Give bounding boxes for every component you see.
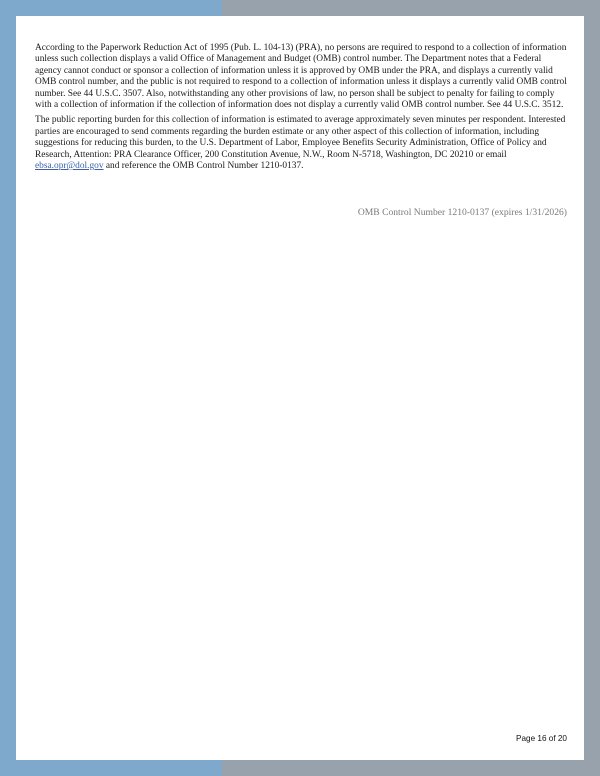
omb-control-number: OMB Control Number 1210-0137 (expires 1/31/2026)	[357, 207, 567, 218]
email-link[interactable]: ebsa.opr@dol.gov	[35, 161, 104, 172]
page-number: Page 16 of 20	[516, 734, 567, 743]
document-body	[35, 43, 570, 176]
document-page	[16, 16, 584, 760]
pra-paragraph: According to the Paperwork Reduction Act of 1995 (Pub. L. 104-13) (PRA), no persons are required to respond to a collection of information unless such collection displays a valid Office of Management and Budget (OMB) control number. The Department notes that a Federal agency cannot conduct or sponsor a collection of information unless it is approved by OMB under the PRA, and displays a currently valid OMB control number, and the public is not required to respond to a collection of information unless it displays a currently valid OMB control number. See 44 U.S.C. 3507. Also, notwithstanding any other provisions of law, no person shall be subject to penalty for failing to comply with a collection of information if the collection of information does not display a currently valid OMB control number. See 44 U.S.C. 3512.	[35, 43, 567, 111]
burden-paragraph	[35, 115, 570, 172]
burden-text: The public reporting burden for this collection of information is estimated to average approximately seven minutes per respondent. Interested parties are encouraged to send comments regarding the burden estimate or any other aspect of this collection of information, including suggestions for reducing this burden, to the U.S. Department of Labor, Employee Benefits Security Administration, Office of Policy and Research, Attention: PRA Clearance Officer, 200 Constitution Avenue, N.W., Room N-5718, Washington, DC 20210 or email	[35, 115, 566, 160]
burden-text-end: and reference the OMB Control Number 1210-0137.	[103, 161, 304, 172]
